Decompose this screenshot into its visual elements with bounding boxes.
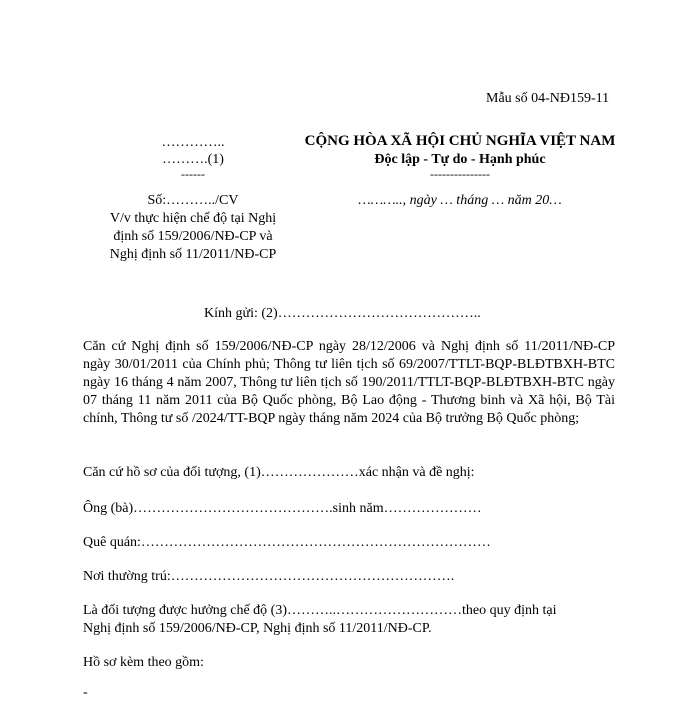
document-number: Số:………../CV <box>147 193 239 208</box>
agency-line-2: ……….(1) <box>162 152 224 167</box>
hometown-line: Quê quán:………………………………………………………………… <box>83 535 491 550</box>
subject-line-1: V/v thực hiện chế độ tại Nghị <box>109 211 277 226</box>
subject-line-3: Nghị định số 11/2011/NĐ-CP <box>109 247 277 262</box>
recipient-line: Kính gửi: (2)…………………………………….. <box>204 306 481 321</box>
eligibility-line-2: Nghị định số 159/2006/NĐ-CP, Nghị định số 11/2011/NĐ-CP. <box>83 621 432 636</box>
eligibility-line-1: Là đối tượng được hưởng chế độ (3)………..………………………theo quy định tại <box>83 603 557 618</box>
date-line: ……….., ngày … tháng … năm 20… <box>358 193 562 208</box>
agency-divider: ------ <box>181 167 205 181</box>
national-motto: Độc lập - Tự do - Hạnh phúc <box>374 152 546 167</box>
subject-line-2: định số 159/2006/NĐ-CP và <box>113 229 273 244</box>
record-basis-line: Căn cứ hồ sơ của đối tượng, (1)…………………xác nhận và đề nghị: <box>83 465 475 480</box>
form-code: Mẫu số 04-NĐ159-11 <box>486 91 610 106</box>
residence-line: Nơi thường trú:……………………………………………………. <box>83 569 455 584</box>
national-title: CỘNG HÒA XÃ HỘI CHỦ NGHĨA VIỆT NAM <box>304 133 616 149</box>
attachments-label: Hồ sơ kèm theo gồm: <box>83 655 204 670</box>
motto-divider: --------------- <box>430 167 490 181</box>
name-birth-line: Ông (bà)…………………………………….sinh năm………………… <box>83 501 482 516</box>
legal-basis-paragraph: Căn cứ Nghị định số 159/2006/NĐ-CP ngày 28/12/2006 và Nghị định số 11/2011/NĐ-CP ngày 30/01/2011 của Chính phủ; Thông tư liên tịch số 69/2007/TTLT-BQP-BLĐTBXH-BTC ngày 16 tháng 4 năm 2007, Thông tư liên tịch số 190/2011/TTLT-BQP-BLĐTBXH-BTC ngày 07 tháng 11 năm 2011 của Bộ Quốc phòng, Bộ Lao động - Thương binh và Xã hội, Bộ Tài chính, Thông tư số /2024/TT-BQP ngày tháng năm 2024 của Bộ trưởng Bộ Quốc phòng; <box>83 339 615 426</box>
agency-line-1: ………….. <box>161 135 225 150</box>
attachment-bullet: - <box>83 685 88 700</box>
